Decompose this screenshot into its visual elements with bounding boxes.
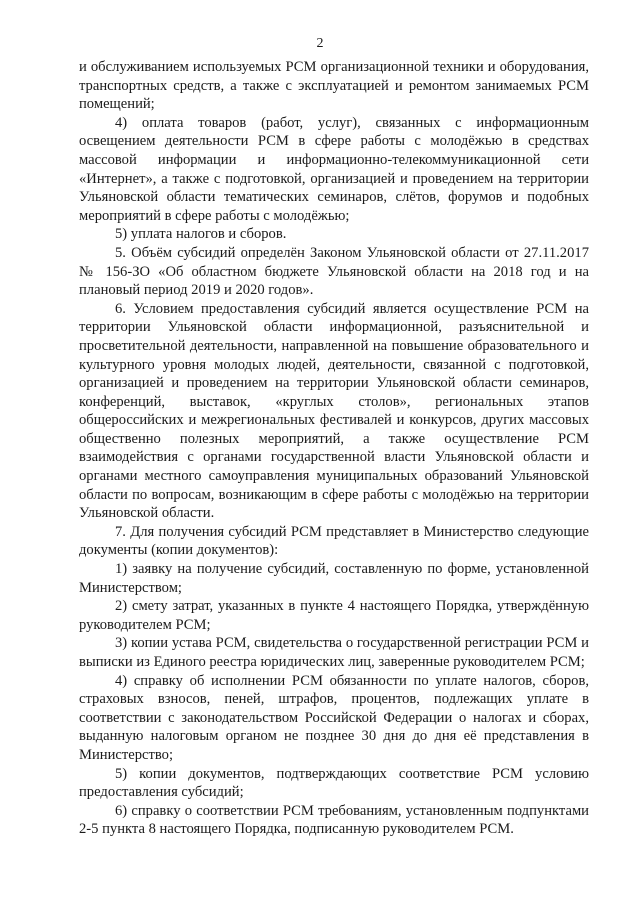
paragraph-doc-2: 2) смету затрат, указанных в пункте 4 настоящего Порядка, утверждённую руководителем РСМ;: [79, 598, 589, 633]
page-number: 2: [316, 36, 324, 51]
paragraph-doc-3: 3) копии устава РСМ, свидетельства о государственной регистрации РСМ и выписки из Единого реестра юридических лиц, заверенные руководителем РСМ;: [79, 635, 589, 670]
paragraph-doc-6: 6) справку о соответствии РСМ требованиям, установленным подпунктами 2-5 пункта 8 настоящего Порядка, подписанную руководителем РСМ.: [79, 802, 589, 838]
paragraph-clause-6: 6. Условием предоставления субсидий является осуществление РСМ на территории Ульяновской области информационной, разъяснительной и просветительной деятельности, направленной на повышение образовательного и культурного уровня молодых людей, деятельности, связанной с подготовкой, организацией и проведением на территории Ульяновской области семинаров, конференций, выставок, «круглых столов», региональных этапов общероссийских и межрегиональных фестивалей и конкурсов, других массовых общественно полезных мероприятий, а также осуществление РСМ взаимодействия с органами государственной власти Ульяновской области и органами местного самоуправления муниципальных образований Ульяновской области по вопросам, возникающим в сфере работы с молодёжью на территории Ульяновской области.: [79, 300, 589, 522]
paragraph-clause-5: 5. Объём субсидий определён Законом Ульяновской области от 27.11.2017 № 156-ЗО «Об областном бюджете Ульяновской области на 2018 год и на плановый период 2019 и 2020 годов».: [79, 244, 589, 299]
paragraph-doc-1: 1) заявку на получение субсидий, составленную по форме, установленной Министерством;: [79, 561, 589, 596]
paragraph-doc-5: 5) копии документов, подтверждающих соответствие РСМ условию предоставления субсидий;: [79, 765, 589, 801]
paragraph-doc-4: 4) справку об исполнении РСМ обязанности по уплате налогов, сборов, страховых взносов, пеней, штрафов, процентов, подлежащих уплате в соответствии с законодательством Российской Федерации о налогах и сборах, выданную налоговым органом не позднее 30 дня до дня её представления в Министерство;: [79, 672, 589, 763]
paragraph-item-5: 5) уплата налогов и сборов.: [115, 226, 287, 243]
paragraph-continuation: и обслуживанием используемых РСМ организационной техники и оборудования, транспортных средств, а также с эксплуатацией и ремонтом занимаемых РСМ помещений;: [79, 59, 589, 113]
paragraph-item-4: 4) оплата товаров (работ, услуг), связанных с информационным освещением деятельности РСМ в сфере работы с молодёжью в средствах массовой информации и информационно-телекоммуникационной сети «Интернет», а также с подготовкой, организацией и проведением на территории Ульяновской области тематических семинаров, слётов, форумов и подобных мероприятий в сфере работы с молодёжью;: [79, 114, 589, 224]
paragraph-clause-7: 7. Для получения субсидий РСМ представляет в Министерство следующие документы (копии документов):: [79, 523, 589, 559]
body-text: [79, 58, 589, 839]
